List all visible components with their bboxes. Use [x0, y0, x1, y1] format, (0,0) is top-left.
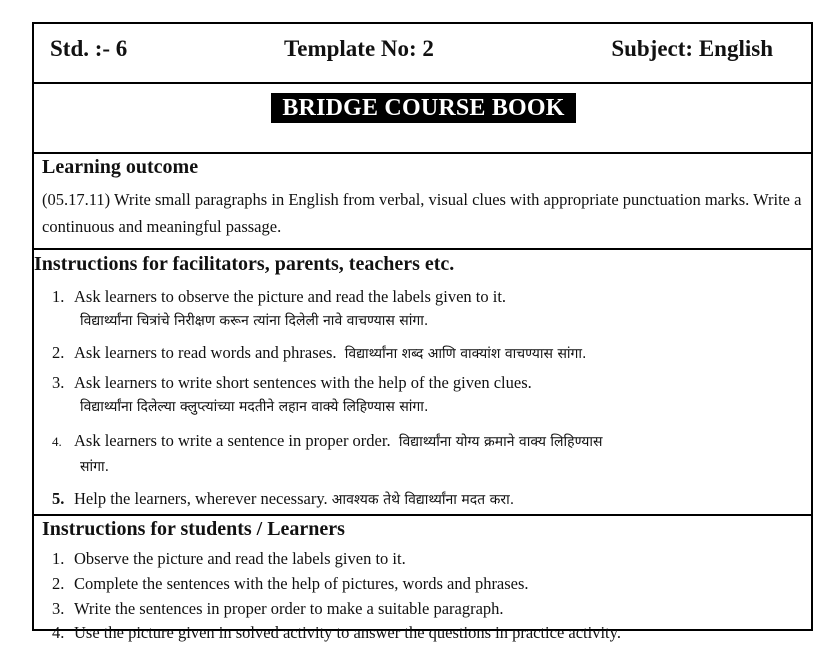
- facilitator-item-1-en: Ask learners to observe the picture and read the labels given to it.: [74, 287, 507, 306]
- facilitator-item-3-en: Ask learners to write short sentences with the help of the given clues.: [74, 373, 532, 392]
- facilitator-item-1: 1. Ask learners to observe the picture and read the labels given to it. विद्यार्थ्यांना चित्रांचे निरीक्षण करून त्यांना दिलेली नावे वाचण्यास सांगा.: [52, 284, 802, 334]
- student-item-3-text: Write the sentences in proper order to make a suitable paragraph.: [74, 599, 504, 618]
- page-title: BRIDGE COURSE BOOK: [271, 93, 576, 123]
- student-item-1-text: Observe the picture and read the labels given to it.: [74, 549, 406, 568]
- learning-outcome-text: (05.17.11) Write small paragraphs in English from verbal, visual clues with appropriate punctuation marks. Write a continuous and meaningful passage.: [42, 190, 802, 236]
- facilitator-item-3-mr: विद्यार्थ्यांना दिलेल्या क्लुप्त्यांच्या मदतीने लहान वाक्ये लिहिण्यास सांगा.: [80, 399, 429, 415]
- facilitator-instructions-section: [34, 250, 811, 516]
- facilitator-item-1-mr: विद्यार्थ्यांना चित्रांचे निरीक्षण करून त्यांना दिलेली नावे वाचण्यास सांगा.: [80, 313, 429, 329]
- facilitator-item-5-en: Help the learners, wherever necessary.: [74, 489, 328, 508]
- facilitator-item-2: 2. Ask learners to read words and phrases. विद्यार्थ्यांना शब्द आणि वाक्यांश वाचण्यास सांगा.: [52, 343, 587, 362]
- learning-outcome-section: [34, 154, 811, 250]
- student-item-3: 3. Write the sentences in proper order to make a suitable paragraph.: [52, 599, 504, 618]
- subject-label: Subject: English: [611, 36, 773, 61]
- template-number: Template No: 2: [284, 36, 434, 61]
- facilitator-item-2-mr: विद्यार्थ्यांना शब्द आणि वाक्यांश वाचण्यास सांगा.: [344, 346, 587, 362]
- facilitator-item-5: 5. Help the learners, wherever necessary. आवश्यक तेथे विद्यार्थ्यांना मदत करा.: [52, 489, 515, 508]
- student-item-1: 1. Observe the picture and read the labels given to it.: [52, 549, 406, 568]
- student-item-4: 4. Use the picture given in solved activity to answer the questions in practice activity.: [52, 623, 621, 642]
- facilitator-item-5-mr: आवश्यक तेथे विद्यार्थ्यांना मदत करा.: [331, 492, 515, 508]
- facilitator-item-4-mr-continued: सांगा.: [80, 459, 110, 475]
- facilitator-item-4-mr: विद्यार्थ्यांना योग्य क्रमाने वाक्य लिहिण्यास: [398, 434, 603, 450]
- student-item-2-text: Complete the sentences with the help of pictures, words and phrases.: [74, 574, 529, 593]
- facilitator-instructions-heading: Instructions for facilitators, parents, teachers etc.: [34, 253, 455, 275]
- worksheet: [32, 22, 813, 642]
- student-item-2: 2. Complete the sentences with the help of pictures, words and phrases.: [52, 574, 529, 593]
- student-instructions-section: [34, 516, 811, 642]
- facilitator-item-3: 3. Ask learners to write short sentences with the help of the given clues. विद्यार्थ्यांना दिलेल्या क्लुप्त्यांच्या मदतीने लहान वाक्ये लिहिण्यास सांगा.: [52, 370, 802, 420]
- standard-label: Std. :- 6: [50, 36, 128, 61]
- facilitator-item-4-en: Ask learners to write a sentence in proper order.: [74, 431, 391, 450]
- facilitator-item-2-en: Ask learners to read words and phrases.: [74, 343, 337, 362]
- facilitator-item-4: 4. Ask learners to write a sentence in proper order. विद्यार्थ्यांना योग्य क्रमाने वाक्य लिहिण्यास सांगा.: [52, 428, 802, 480]
- header-row: [34, 24, 811, 84]
- student-instructions-heading: Instructions for students / Learners: [42, 518, 345, 540]
- title-row: [34, 84, 811, 154]
- student-item-4-text: Use the picture given in solved activity to answer the questions in practice activity.: [74, 623, 621, 642]
- learning-outcome-heading: Learning outcome: [42, 156, 199, 178]
